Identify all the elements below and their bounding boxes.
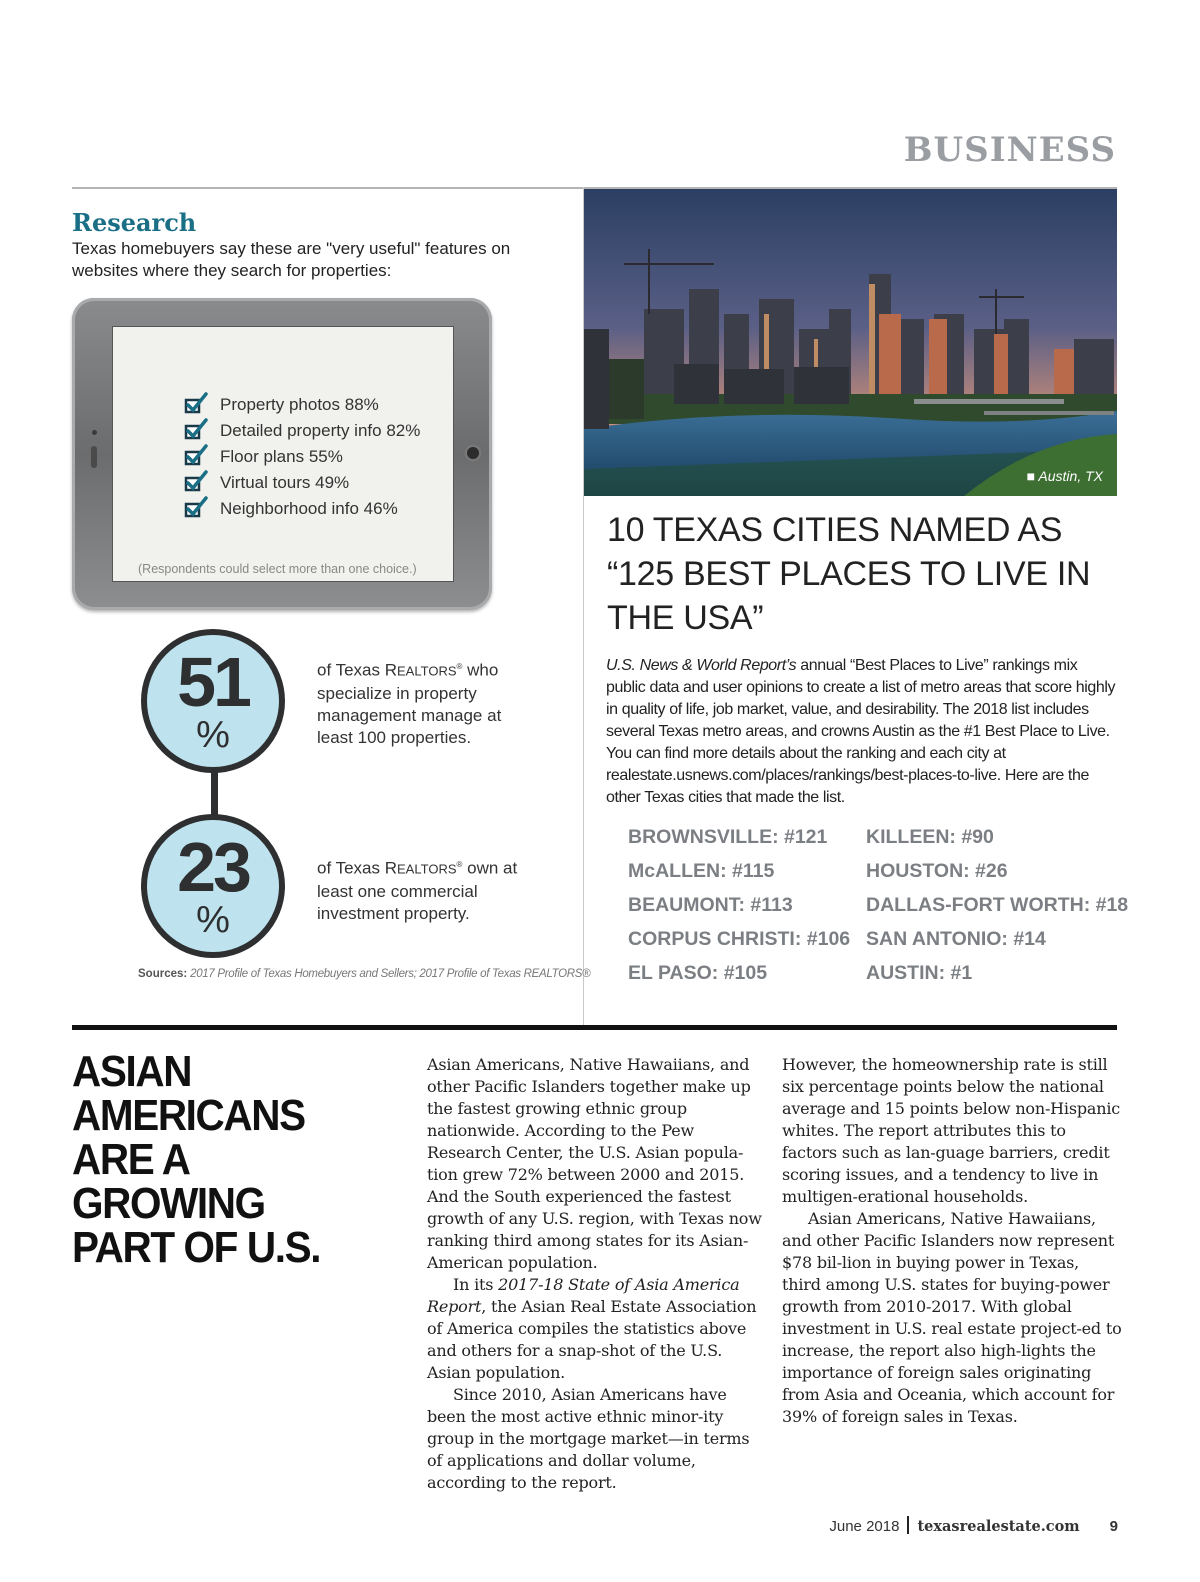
tablet-side-button — [91, 446, 97, 468]
city-rank: BROWNSVILLE: #121 — [628, 826, 828, 848]
website-link[interactable]: texasrealestate.com — [917, 1518, 1080, 1535]
city-rank: McALLEN: #115 — [628, 860, 775, 882]
tablet-screen — [112, 326, 454, 582]
feature-label: Virtual tours 49% — [220, 473, 350, 492]
stat-circle-23 — [141, 814, 285, 958]
austin-skyline-photo — [584, 189, 1117, 496]
paragraph: However, the homeownership rate is still six percentage points below the national average and 15 points below non-Hispanic whites. The report attributes this to factors such as lan-guage barriers, credit scoring issues, and a tendency to live in multigen-erational households. — [782, 1055, 1121, 1206]
feature-list — [184, 392, 420, 522]
stat-unit: % — [196, 899, 230, 941]
paragraph: Asian Americans, Native Hawaiians, and other Pacific Islanders now represent $78 bil-lion in buying power in Texas, third among U.S. states for buying-power growth from 2010-2017. With global investment in U.S. real estate project-ed to increase, the report also high-lights the importance of foreign sales originating from Asia and Oceania, which account for 39% of foreign sales in Texas. — [782, 1209, 1122, 1426]
list-item — [184, 470, 420, 496]
tablet-home-button — [464, 444, 482, 462]
city-rank: BEAUMONT: #113 — [628, 894, 793, 916]
list-item — [184, 496, 420, 522]
research-intro: Texas homebuyers say these are "very useful" features on websites where they search for properties: — [72, 239, 511, 280]
feature-label: Floor plans 55% — [220, 447, 343, 466]
section-heading: BUSINESS — [903, 130, 1116, 170]
stat-number: 51 — [177, 643, 249, 721]
checkbox-icon — [184, 421, 210, 441]
issue-date: June 2018 — [829, 1518, 900, 1535]
checkbox-icon — [184, 499, 210, 519]
city-rank: SAN ANTONIO: #14 — [866, 928, 1046, 950]
stat-number: 23 — [177, 828, 249, 906]
paragraph: Asian Americans, Native Hawaiians, and other Pacific Islanders together make up the fastest growing ethnic group nationwide. According to the Pew Research Center, the U.S. Asian popula-tion grew 72% between 2000 and 2015. And the South experienced the fastest growth of any U.S. region, with Texas now ranking third among states for its Asian-American population. — [427, 1055, 762, 1272]
section-rule — [72, 1025, 1117, 1030]
feature-label: Property photos 88% — [220, 395, 379, 414]
list-item — [184, 444, 420, 470]
stat-description: of Texas REALTORS® own at least one commercial investment property. — [317, 858, 518, 923]
city-rank: HOUSTON: #26 — [866, 860, 1008, 882]
city-rank: KILLEEN: #90 — [866, 826, 994, 848]
tablet-camera — [92, 430, 97, 435]
cities-body: U.S. News & World Report’s annual “Best Places to Live” rankings mix public data and user opinions to create a list of metro areas that score highly in quality of life, job market, value, and desirability. The 2018 list includes several Texas metro areas, and crowns Austin as the #1 Best Place to Live. You can find more details about the ranking and each city at realestate.usnews.com/places/rankings/best-places-to-live. Here are the other Texas cities that made the list. — [606, 657, 1116, 806]
photo-caption: ■ Austin, TX — [1026, 468, 1103, 484]
feature-label: Detailed property info 82% — [220, 421, 421, 440]
list-item — [184, 392, 420, 418]
asian-headline: ASIAN AMERICANS ARE A GROWING PART OF U.S. — [72, 1047, 321, 1272]
page-footer — [829, 1516, 1118, 1535]
checkbox-icon — [184, 447, 210, 467]
page-number: 9 — [1109, 1518, 1118, 1535]
stat-connector — [211, 770, 218, 820]
stat-description: of Texas REALTORS® who specialize in property management manage at least 100 properties. — [317, 660, 502, 747]
checkbox-icon — [184, 395, 210, 415]
article-column-2 — [782, 1054, 1122, 1428]
feature-label: Neighborhood info 46% — [220, 499, 398, 518]
checkbox-icon — [184, 473, 210, 493]
footer-separator — [907, 1516, 909, 1534]
stat-unit: % — [196, 714, 230, 756]
tablet-graphic — [72, 298, 492, 610]
respondents-note: (Respondents could select more than one choice.) — [138, 562, 417, 576]
city-rank: CORPUS CHRISTI: #106 — [628, 928, 851, 950]
article-column-1 — [427, 1054, 767, 1494]
research-title: Research — [72, 208, 197, 237]
sources-note: Sources: 2017 Profile of Texas Homebuyers and Sellers; 2017 Profile of Texas REALTORS® — [138, 968, 591, 980]
cities-title: 10 TEXAS CITIES NAMED AS “125 BEST PLACES TO LIVE IN THE USA” — [607, 511, 1091, 637]
paragraph: Since 2010, Asian Americans have been the most active ethnic minor-ity group in the mortgage market—in terms of applications and dollar volume, according to the report. — [427, 1385, 750, 1492]
city-rank: AUSTIN: #1 — [866, 962, 973, 984]
city-rank: DALLAS-FORT WORTH: #18 — [866, 894, 1129, 916]
list-item — [184, 418, 420, 444]
city-rankings — [628, 820, 1129, 990]
city-rank: EL PASO: #105 — [628, 962, 768, 984]
paragraph: In its 2017-18 State of Asia America Report, the Asian Real Estate Association of America compiles the statistics above and others for a snap-shot of the U.S. Asian population. — [427, 1275, 757, 1382]
stat-circle-51 — [141, 629, 285, 773]
